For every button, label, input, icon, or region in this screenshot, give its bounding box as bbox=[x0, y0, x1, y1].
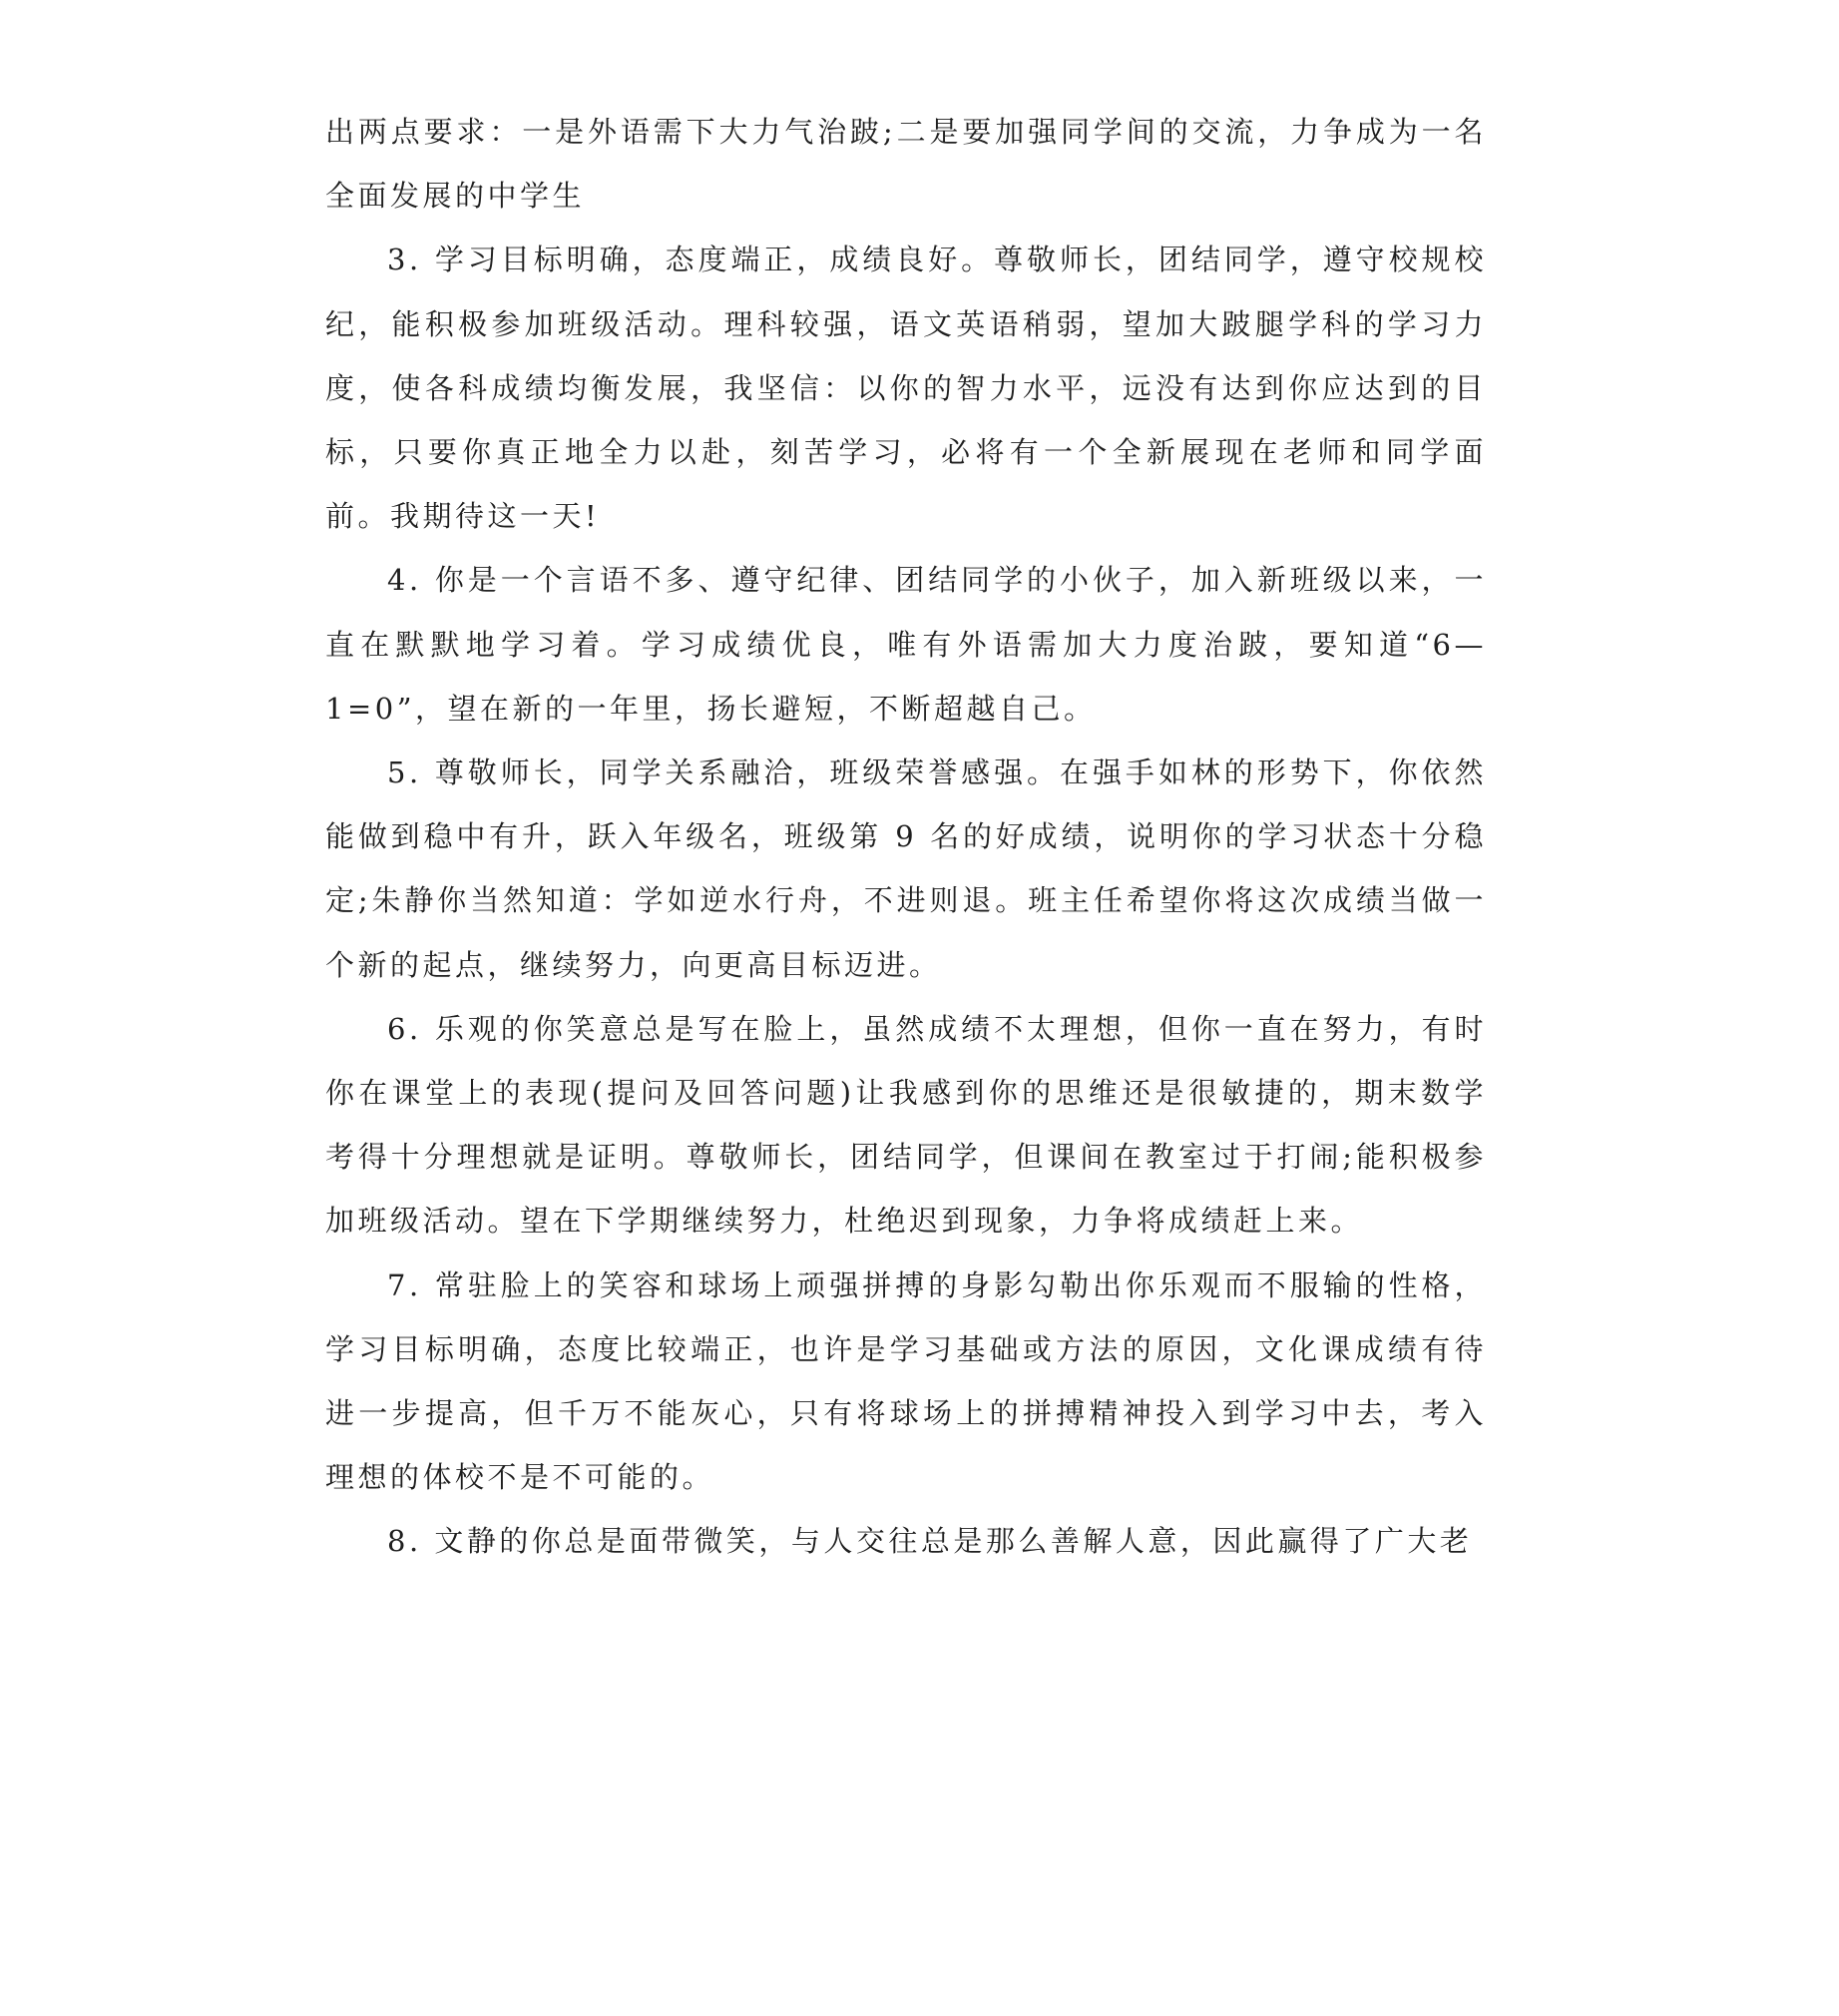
paragraph-continuation: 出两点要求：一是外语需下大力气治跛;二是要加强同学间的交流，力争成为一名全面发展的中学生 bbox=[325, 115, 1487, 214]
document-body bbox=[325, 100, 1487, 1574]
paragraph-item-3: 3. 学习目标明确，态度端正，成绩良好。尊敬师长，团结同学，遵守校规校纪，能积极参加班级活动。理科较强，语文英语稍弱，望加大跛腿学科的学习力度，使各科成绩均衡发展，我坚信：以你的智力水平，远没有达到你应达到的目标，只要你真正地全力以赴，刻苦学习，必将有一个全新展现在老师和同学面前。我期待这一天! bbox=[325, 243, 1487, 534]
paragraph-item-5: 5. 尊敬师长，同学关系融洽，班级荣誉感强。在强手如林的形势下，你依然能做到稳中有升，跃入年级名，班级第 9 名的好成绩，说明你的学习状态十分稳定;朱静你当然知道：学如逆水行舟，不进则退。班主任希望你将这次成绩当做一个新的起点，继续努力，向更高目标迈进。 bbox=[325, 756, 1487, 982]
paragraph-item-7: 7. 常驻脸上的笑容和球场上顽强拼搏的身影勾勒出你乐观而不服输的性格，学习目标明确，态度比较端正，也许是学习基础或方法的原因，文化课成绩有待进一步提高，但千万不能灰心，只有将球场上的拼搏精神投入到学习中去，考入理想的体校不是不可能的。 bbox=[325, 1267, 1487, 1495]
paragraph-item-6: 6. 乐观的你笑意总是写在脸上，虽然成绩不太理想，但你一直在努力，有时你在课堂上的表现(提问及回答问题)让我感到你的思维还是很敏捷的，期末数学考得十分理想就是证明。尊敬师长，团结同学，但课间在教室过于打闹;能积极参加班级活动。望在下学期继续努力，杜绝迟到现象，力争将成绩赶上来。 bbox=[325, 1011, 1487, 1239]
paragraph-item-8: 8. 文静的你总是面带微笑，与人交往总是那么善解人意，因此赢得了广大老 bbox=[387, 1524, 1473, 1559]
paragraph-item-4: 4. 你是一个言语不多、遵守纪律、团结同学的小伙子，加入新班级以来，一直在默默地学习着。学习成绩优良，唯有外语需加大力度治跛，要知道“6—1=0”，望在新的一年里，扬长避短，不断超越自己。 bbox=[325, 563, 1487, 726]
